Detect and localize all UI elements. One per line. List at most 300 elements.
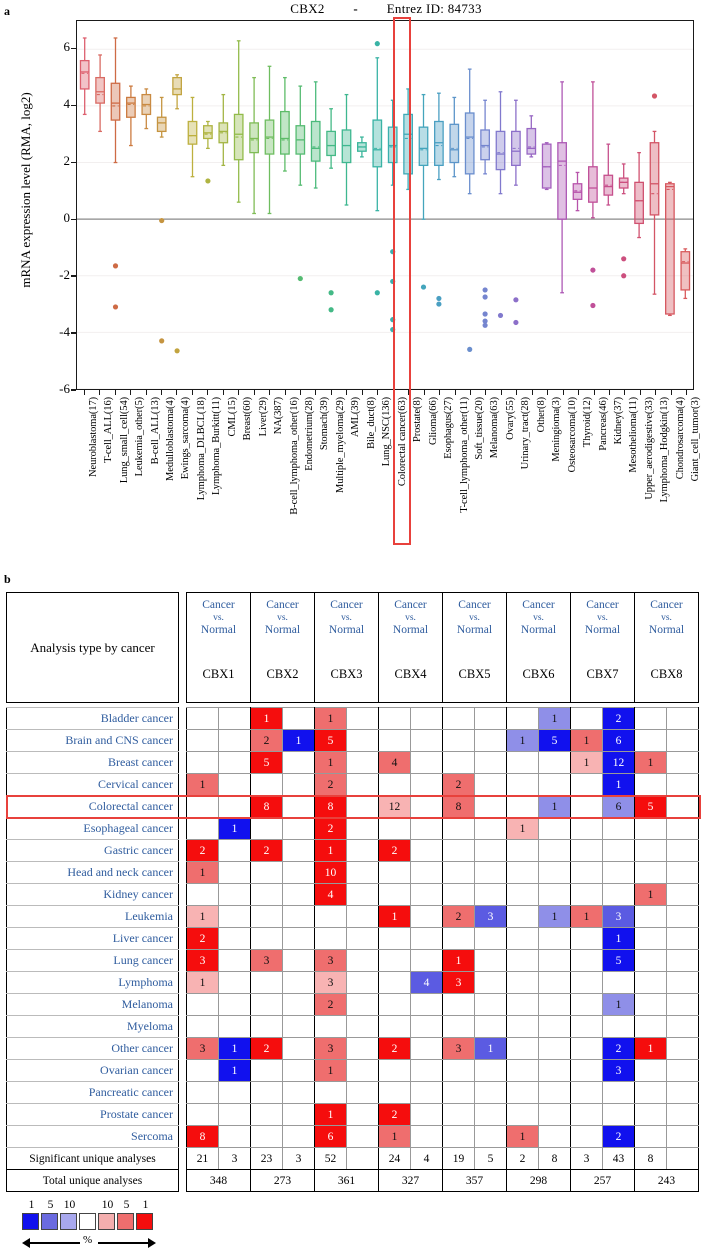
analysis-cell[interactable]	[411, 1060, 443, 1082]
analysis-cell[interactable]	[411, 950, 443, 972]
analysis-cell[interactable]: 2	[603, 1038, 635, 1060]
analysis-cell[interactable]: 3	[315, 972, 347, 994]
analysis-cell[interactable]	[283, 950, 315, 972]
analysis-cell[interactable]	[539, 1060, 571, 1082]
analysis-cell[interactable]	[475, 818, 507, 840]
analysis-cell[interactable]: 1	[283, 730, 315, 752]
analysis-cell[interactable]	[411, 1082, 443, 1104]
analysis-cell[interactable]: 1	[603, 994, 635, 1016]
analysis-cell[interactable]	[187, 1082, 219, 1104]
table-row[interactable]	[7, 928, 699, 950]
analysis-cell[interactable]	[443, 1060, 475, 1082]
analysis-cell[interactable]	[667, 884, 699, 906]
analysis-cell[interactable]	[635, 972, 667, 994]
analysis-cell[interactable]	[219, 752, 251, 774]
analysis-cell[interactable]: 3	[187, 1038, 219, 1060]
analysis-cell[interactable]	[667, 1104, 699, 1126]
analysis-cell[interactable]	[219, 950, 251, 972]
analysis-cell[interactable]: 3	[315, 950, 347, 972]
analysis-cell[interactable]	[187, 752, 219, 774]
analysis-cell[interactable]: 2	[315, 994, 347, 1016]
analysis-cell[interactable]	[315, 1082, 347, 1104]
analysis-cell[interactable]	[603, 862, 635, 884]
analysis-cell[interactable]: 1	[315, 708, 347, 730]
analysis-cell[interactable]	[475, 950, 507, 972]
analysis-cell[interactable]	[411, 708, 443, 730]
analysis-cell[interactable]	[539, 994, 571, 1016]
analysis-cell[interactable]	[219, 884, 251, 906]
analysis-cell[interactable]	[443, 752, 475, 774]
analysis-cell[interactable]	[443, 1126, 475, 1148]
analysis-cell[interactable]: 1	[315, 1104, 347, 1126]
analysis-cell[interactable]	[603, 972, 635, 994]
analysis-cell[interactable]: 2	[379, 840, 411, 862]
analysis-cell[interactable]	[251, 972, 283, 994]
analysis-cell[interactable]	[603, 1016, 635, 1038]
analysis-cell[interactable]	[411, 884, 443, 906]
table-row[interactable]	[7, 994, 699, 1016]
table-row[interactable]	[7, 906, 699, 928]
analysis-cell[interactable]	[411, 774, 443, 796]
analysis-cell[interactable]	[635, 818, 667, 840]
analysis-cell[interactable]	[347, 774, 379, 796]
analysis-cell[interactable]	[283, 994, 315, 1016]
table-row[interactable]	[7, 884, 699, 906]
analysis-cell[interactable]: 4	[411, 972, 443, 994]
analysis-cell[interactable]: 1	[379, 906, 411, 928]
analysis-cell[interactable]	[187, 884, 219, 906]
analysis-cell[interactable]: 12	[603, 752, 635, 774]
analysis-cell[interactable]	[635, 928, 667, 950]
analysis-cell[interactable]: 6	[315, 1126, 347, 1148]
analysis-cell[interactable]	[443, 730, 475, 752]
analysis-cell[interactable]	[251, 862, 283, 884]
analysis-cell[interactable]: 5	[539, 730, 571, 752]
analysis-cell[interactable]	[443, 884, 475, 906]
analysis-cell[interactable]	[507, 840, 539, 862]
analysis-cell[interactable]	[251, 1104, 283, 1126]
analysis-cell[interactable]	[219, 972, 251, 994]
analysis-cell[interactable]: 2	[251, 730, 283, 752]
analysis-cell[interactable]	[507, 928, 539, 950]
analysis-cell[interactable]	[507, 752, 539, 774]
analysis-cell[interactable]	[379, 708, 411, 730]
analysis-cell[interactable]	[187, 1016, 219, 1038]
analysis-cell[interactable]	[347, 1038, 379, 1060]
analysis-cell[interactable]	[571, 774, 603, 796]
analysis-cell[interactable]	[379, 1016, 411, 1038]
analysis-cell[interactable]	[539, 884, 571, 906]
analysis-cell[interactable]: 12	[379, 796, 411, 818]
analysis-cell[interactable]	[411, 928, 443, 950]
analysis-cell[interactable]: 1	[187, 774, 219, 796]
analysis-cell[interactable]	[283, 708, 315, 730]
analysis-cell[interactable]	[571, 884, 603, 906]
analysis-cell[interactable]	[315, 906, 347, 928]
analysis-cell[interactable]: 3	[603, 906, 635, 928]
analysis-cell[interactable]	[219, 1126, 251, 1148]
analysis-cell[interactable]	[635, 1126, 667, 1148]
analysis-cell[interactable]	[283, 884, 315, 906]
analysis-cell[interactable]: 2	[315, 774, 347, 796]
table-row[interactable]	[7, 818, 699, 840]
analysis-cell[interactable]	[571, 972, 603, 994]
analysis-cell[interactable]	[283, 752, 315, 774]
analysis-cell[interactable]: 1	[219, 818, 251, 840]
analysis-cell[interactable]	[347, 950, 379, 972]
table-row[interactable]	[7, 1060, 699, 1082]
analysis-cell[interactable]	[347, 708, 379, 730]
analysis-cell[interactable]	[667, 840, 699, 862]
analysis-cell[interactable]	[251, 1082, 283, 1104]
analysis-cell[interactable]	[507, 774, 539, 796]
analysis-cell[interactable]: 8	[251, 796, 283, 818]
analysis-cell[interactable]: 3	[475, 906, 507, 928]
analysis-cell[interactable]	[667, 1016, 699, 1038]
gene-column-header-cbx2[interactable]	[251, 593, 315, 703]
analysis-cell[interactable]	[443, 818, 475, 840]
analysis-cell[interactable]	[219, 774, 251, 796]
analysis-cell[interactable]: 1	[187, 972, 219, 994]
analysis-cell[interactable]	[283, 862, 315, 884]
analysis-cell[interactable]	[443, 1104, 475, 1126]
analysis-cell[interactable]	[475, 1060, 507, 1082]
analysis-cell[interactable]	[283, 840, 315, 862]
analysis-cell[interactable]	[347, 730, 379, 752]
analysis-cell[interactable]	[219, 1104, 251, 1126]
analysis-cell[interactable]	[347, 1060, 379, 1082]
analysis-cell[interactable]: 3	[315, 1038, 347, 1060]
analysis-cell[interactable]	[411, 818, 443, 840]
analysis-cell[interactable]	[635, 1104, 667, 1126]
analysis-cell[interactable]: 2	[603, 1126, 635, 1148]
analysis-cell[interactable]	[507, 1038, 539, 1060]
table-row[interactable]	[7, 972, 699, 994]
table-row[interactable]	[7, 862, 699, 884]
analysis-cell[interactable]	[507, 862, 539, 884]
analysis-cell[interactable]	[571, 1016, 603, 1038]
analysis-cell[interactable]	[283, 1016, 315, 1038]
analysis-cell[interactable]	[539, 752, 571, 774]
analysis-cell[interactable]	[379, 994, 411, 1016]
analysis-cell[interactable]	[667, 752, 699, 774]
analysis-cell[interactable]	[667, 774, 699, 796]
analysis-cell[interactable]	[251, 1126, 283, 1148]
analysis-cell[interactable]	[251, 994, 283, 1016]
analysis-cell[interactable]: 1	[475, 1038, 507, 1060]
analysis-cell[interactable]: 1	[251, 708, 283, 730]
analysis-cell[interactable]	[347, 906, 379, 928]
analysis-cell[interactable]	[283, 972, 315, 994]
analysis-cell[interactable]	[507, 906, 539, 928]
analysis-cell[interactable]	[635, 774, 667, 796]
analysis-cell[interactable]: 5	[635, 796, 667, 818]
analysis-cell[interactable]	[251, 774, 283, 796]
analysis-cell[interactable]	[187, 1104, 219, 1126]
analysis-cell[interactable]: 1	[507, 730, 539, 752]
analysis-cell[interactable]	[187, 730, 219, 752]
analysis-cell[interactable]	[347, 1104, 379, 1126]
analysis-cell[interactable]: 1	[539, 708, 571, 730]
analysis-cell[interactable]	[667, 818, 699, 840]
analysis-cell[interactable]	[571, 1060, 603, 1082]
analysis-cell[interactable]	[283, 906, 315, 928]
analysis-cell[interactable]	[283, 1126, 315, 1148]
analysis-cell[interactable]: 1	[539, 906, 571, 928]
analysis-cell[interactable]: 2	[443, 774, 475, 796]
analysis-cell[interactable]: 2	[379, 1038, 411, 1060]
analysis-cell[interactable]	[539, 928, 571, 950]
analysis-cell[interactable]	[219, 730, 251, 752]
analysis-cell[interactable]: 10	[315, 862, 347, 884]
analysis-cell[interactable]	[635, 906, 667, 928]
analysis-cell[interactable]	[667, 708, 699, 730]
analysis-cell[interactable]	[283, 928, 315, 950]
analysis-cell[interactable]	[571, 950, 603, 972]
analysis-cell[interactable]	[539, 818, 571, 840]
analysis-cell[interactable]	[347, 840, 379, 862]
analysis-cell[interactable]	[219, 1016, 251, 1038]
analysis-cell[interactable]	[347, 1126, 379, 1148]
analysis-cell[interactable]	[315, 928, 347, 950]
analysis-cell[interactable]	[475, 1104, 507, 1126]
analysis-cell[interactable]	[347, 818, 379, 840]
analysis-cell[interactable]	[539, 972, 571, 994]
analysis-cell[interactable]: 1	[571, 752, 603, 774]
analysis-cell[interactable]	[539, 1104, 571, 1126]
analysis-cell[interactable]	[475, 1126, 507, 1148]
analysis-cell[interactable]	[379, 1082, 411, 1104]
analysis-cell[interactable]	[507, 1104, 539, 1126]
analysis-cell[interactable]	[219, 906, 251, 928]
analysis-cell[interactable]	[667, 928, 699, 950]
analysis-cell[interactable]	[475, 1016, 507, 1038]
analysis-cell[interactable]	[635, 1082, 667, 1104]
gene-column-header-cbx3[interactable]	[315, 593, 379, 703]
analysis-cell[interactable]: 1	[507, 818, 539, 840]
analysis-cell[interactable]: 4	[315, 884, 347, 906]
analysis-cell[interactable]	[539, 1082, 571, 1104]
analysis-cell[interactable]	[571, 1104, 603, 1126]
analysis-cell[interactable]	[667, 972, 699, 994]
table-row[interactable]	[7, 1038, 699, 1060]
analysis-cell[interactable]	[347, 928, 379, 950]
analysis-cell[interactable]	[635, 950, 667, 972]
analysis-cell[interactable]	[379, 884, 411, 906]
analysis-cell[interactable]	[667, 862, 699, 884]
table-row[interactable]	[7, 730, 699, 752]
table-row[interactable]	[7, 774, 699, 796]
analysis-cell[interactable]: 1	[443, 950, 475, 972]
gene-column-header-cbx1[interactable]	[187, 593, 251, 703]
analysis-cell[interactable]	[539, 862, 571, 884]
analysis-cell[interactable]	[603, 840, 635, 862]
analysis-cell[interactable]: 1	[187, 906, 219, 928]
analysis-cell[interactable]: 1	[571, 906, 603, 928]
analysis-cell[interactable]	[635, 1016, 667, 1038]
analysis-cell[interactable]	[219, 994, 251, 1016]
analysis-cell[interactable]: 1	[187, 862, 219, 884]
analysis-cell[interactable]	[507, 1060, 539, 1082]
analysis-cell[interactable]	[475, 928, 507, 950]
analysis-cell[interactable]: 2	[443, 906, 475, 928]
analysis-cell[interactable]	[475, 884, 507, 906]
analysis-cell[interactable]	[635, 862, 667, 884]
analysis-cell[interactable]	[379, 818, 411, 840]
analysis-cell[interactable]	[571, 840, 603, 862]
analysis-cell[interactable]	[347, 862, 379, 884]
analysis-cell[interactable]	[539, 1126, 571, 1148]
analysis-cell[interactable]: 5	[251, 752, 283, 774]
analysis-cell[interactable]	[219, 928, 251, 950]
analysis-cell[interactable]	[475, 730, 507, 752]
table-row[interactable]	[7, 1016, 699, 1038]
table-row[interactable]	[7, 840, 699, 862]
analysis-cell[interactable]	[571, 708, 603, 730]
analysis-cell[interactable]	[603, 1104, 635, 1126]
analysis-cell[interactable]	[187, 708, 219, 730]
analysis-cell[interactable]	[507, 994, 539, 1016]
gene-column-header-cbx4[interactable]	[379, 593, 443, 703]
analysis-cell[interactable]	[475, 840, 507, 862]
analysis-cell[interactable]	[507, 708, 539, 730]
analysis-cell[interactable]: 3	[443, 1038, 475, 1060]
analysis-cell[interactable]	[347, 994, 379, 1016]
table-row[interactable]	[7, 708, 699, 730]
analysis-cell[interactable]	[347, 752, 379, 774]
analysis-cell[interactable]: 2	[315, 818, 347, 840]
analysis-cell[interactable]	[571, 818, 603, 840]
analysis-cell[interactable]	[507, 950, 539, 972]
analysis-cell[interactable]	[411, 1016, 443, 1038]
analysis-cell[interactable]	[667, 1082, 699, 1104]
analysis-cell[interactable]	[283, 818, 315, 840]
analysis-cell[interactable]: 5	[603, 950, 635, 972]
table-row[interactable]	[7, 1104, 699, 1126]
analysis-cell[interactable]	[667, 1060, 699, 1082]
analysis-cell[interactable]	[283, 1038, 315, 1060]
analysis-cell[interactable]	[411, 994, 443, 1016]
analysis-cell[interactable]	[475, 994, 507, 1016]
analysis-cell[interactable]	[379, 730, 411, 752]
analysis-cell[interactable]	[571, 1038, 603, 1060]
analysis-cell[interactable]	[347, 884, 379, 906]
analysis-cell[interactable]: 8	[315, 796, 347, 818]
analysis-cell[interactable]	[411, 1104, 443, 1126]
analysis-cell[interactable]	[315, 1016, 347, 1038]
analysis-cell[interactable]: 1	[219, 1038, 251, 1060]
analysis-cell[interactable]: 1	[315, 752, 347, 774]
analysis-cell[interactable]	[571, 994, 603, 1016]
analysis-cell[interactable]: 8	[443, 796, 475, 818]
analysis-cell[interactable]	[411, 730, 443, 752]
analysis-cell[interactable]	[475, 862, 507, 884]
analysis-cell[interactable]	[603, 818, 635, 840]
analysis-cell[interactable]	[251, 818, 283, 840]
analysis-cell[interactable]	[347, 972, 379, 994]
analysis-cell[interactable]	[539, 1016, 571, 1038]
analysis-cell[interactable]	[571, 928, 603, 950]
analysis-cell[interactable]: 1	[635, 884, 667, 906]
analysis-cell[interactable]: 3	[443, 972, 475, 994]
analysis-cell[interactable]	[219, 862, 251, 884]
gene-column-header-cbx8[interactable]	[635, 593, 699, 703]
analysis-cell[interactable]	[379, 774, 411, 796]
analysis-cell[interactable]: 2	[251, 1038, 283, 1060]
analysis-cell[interactable]	[219, 840, 251, 862]
analysis-cell[interactable]	[251, 906, 283, 928]
analysis-cell[interactable]	[507, 972, 539, 994]
analysis-cell[interactable]	[219, 708, 251, 730]
analysis-cell[interactable]	[251, 928, 283, 950]
analysis-cell[interactable]	[411, 1038, 443, 1060]
analysis-cell[interactable]	[507, 1082, 539, 1104]
analysis-cell[interactable]	[251, 1016, 283, 1038]
analysis-cell[interactable]	[443, 994, 475, 1016]
table-row[interactable]	[7, 1126, 699, 1148]
analysis-cell[interactable]	[539, 774, 571, 796]
analysis-cell[interactable]	[187, 818, 219, 840]
analysis-cell[interactable]	[635, 994, 667, 1016]
analysis-cell[interactable]	[251, 1060, 283, 1082]
gene-column-header-cbx7[interactable]	[571, 593, 635, 703]
analysis-cell[interactable]	[347, 1082, 379, 1104]
analysis-cell[interactable]	[571, 1126, 603, 1148]
analysis-cell[interactable]	[475, 708, 507, 730]
gene-column-header-cbx6[interactable]	[507, 593, 571, 703]
analysis-cell[interactable]: 1	[539, 796, 571, 818]
table-row[interactable]	[7, 752, 699, 774]
analysis-cell[interactable]	[539, 950, 571, 972]
analysis-cell[interactable]: 8	[187, 1126, 219, 1148]
analysis-cell[interactable]: 1	[603, 774, 635, 796]
analysis-cell[interactable]	[475, 774, 507, 796]
analysis-cell[interactable]: 5	[315, 730, 347, 752]
analysis-cell[interactable]	[411, 840, 443, 862]
gene-column-header-cbx5[interactable]	[443, 593, 507, 703]
analysis-cell[interactable]: 2	[379, 1104, 411, 1126]
analysis-cell[interactable]	[667, 950, 699, 972]
analysis-cell[interactable]	[443, 708, 475, 730]
analysis-cell[interactable]	[475, 972, 507, 994]
analysis-cell[interactable]: 1	[571, 730, 603, 752]
analysis-cell[interactable]: 3	[187, 950, 219, 972]
analysis-cell[interactable]: 1	[635, 1038, 667, 1060]
analysis-cell[interactable]: 2	[251, 840, 283, 862]
analysis-cell[interactable]	[667, 994, 699, 1016]
analysis-cell[interactable]: 6	[603, 796, 635, 818]
analysis-cell[interactable]	[283, 774, 315, 796]
analysis-cell[interactable]	[187, 1060, 219, 1082]
analysis-cell[interactable]	[379, 862, 411, 884]
analysis-cell[interactable]: 1	[315, 840, 347, 862]
analysis-cell[interactable]	[411, 862, 443, 884]
analysis-cell[interactable]: 1	[635, 752, 667, 774]
analysis-cell[interactable]: 6	[603, 730, 635, 752]
analysis-cell[interactable]	[283, 1060, 315, 1082]
analysis-cell[interactable]	[603, 884, 635, 906]
analysis-cell[interactable]	[635, 730, 667, 752]
analysis-cell[interactable]: 2	[187, 928, 219, 950]
analysis-cell[interactable]	[379, 972, 411, 994]
analysis-cell[interactable]	[667, 730, 699, 752]
analysis-cell[interactable]: 4	[379, 752, 411, 774]
analysis-cell[interactable]: 3	[603, 1060, 635, 1082]
analysis-cell[interactable]: 1	[219, 1060, 251, 1082]
analysis-cell[interactable]	[379, 950, 411, 972]
analysis-cell[interactable]	[251, 884, 283, 906]
analysis-cell[interactable]	[603, 1082, 635, 1104]
